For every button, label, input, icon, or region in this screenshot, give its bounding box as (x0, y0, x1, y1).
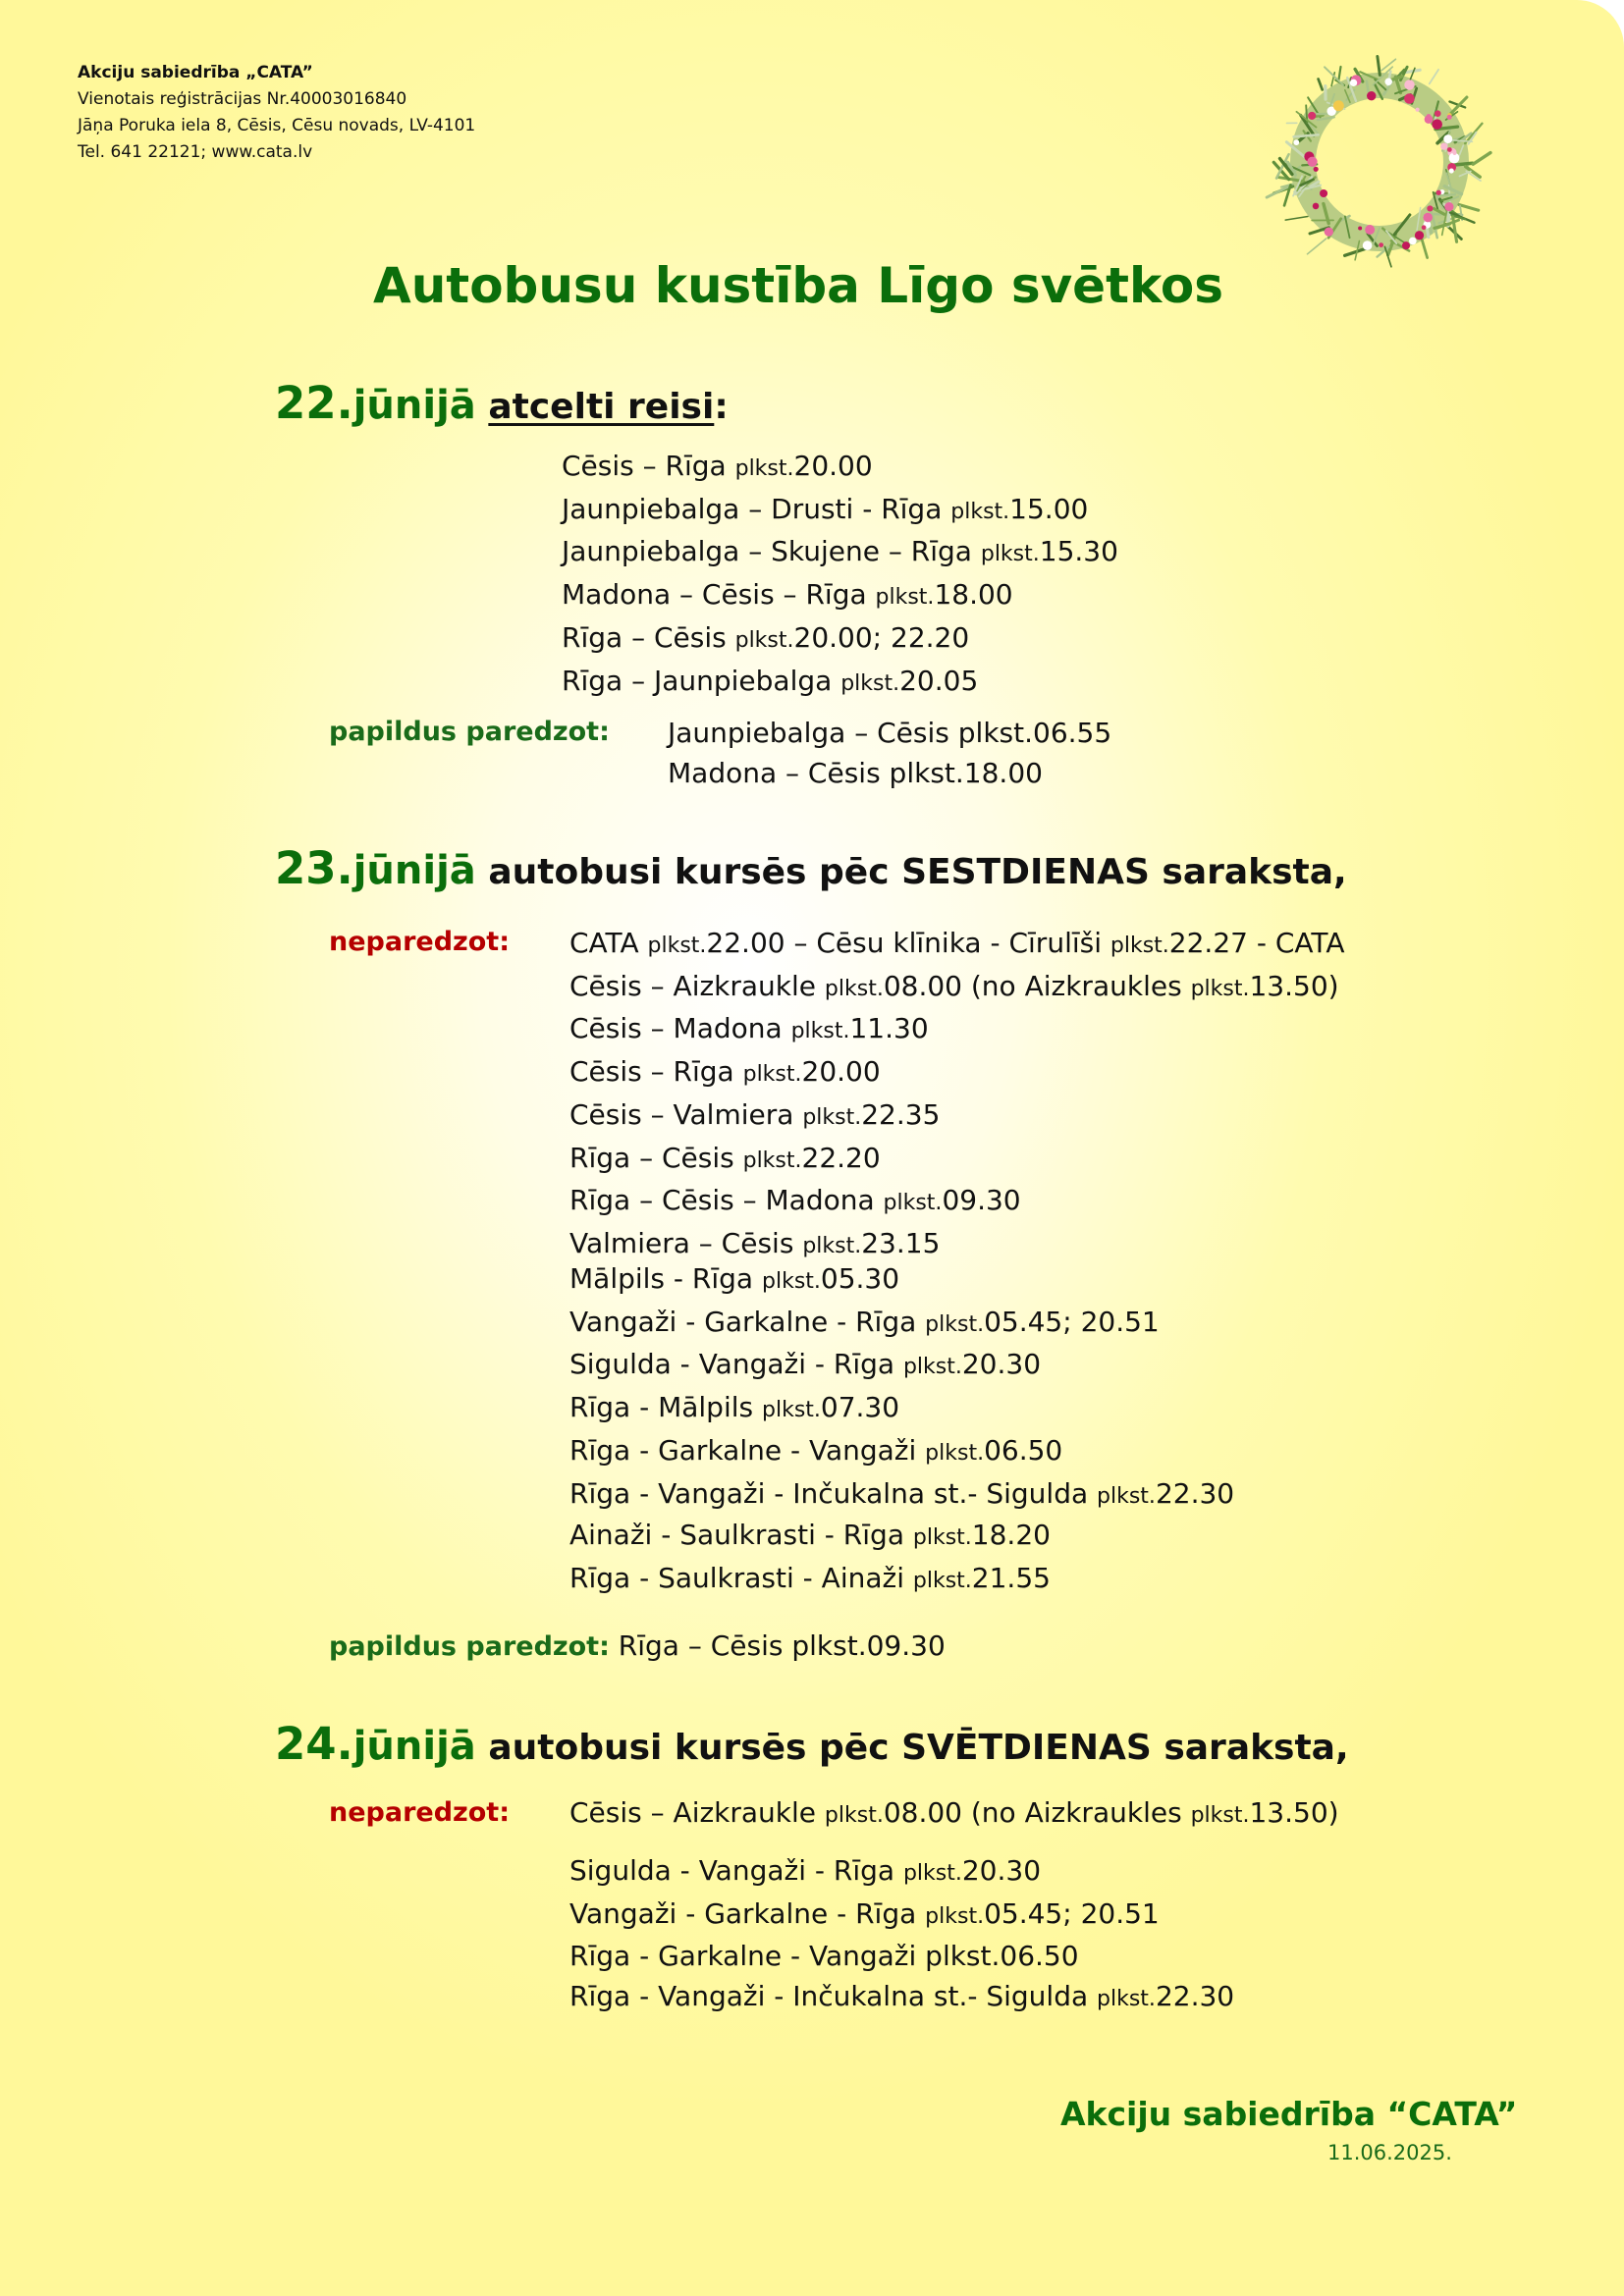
route-text: Jaunpiebalga – Drusti - Rīga (562, 492, 951, 525)
route-line (569, 1139, 1344, 1182)
plkst-label: plkst. (840, 670, 900, 696)
wreath-illustration (1252, 49, 1507, 275)
route-text: 20.00 (793, 450, 873, 482)
route-text: 13.50) (1249, 969, 1339, 1002)
plkst-label: plkst. (902, 1355, 962, 1380)
route-text: 22.30 (1155, 1476, 1235, 1510)
signature-name: Akciju sabiedrība “CATA” (1060, 2095, 1518, 2133)
route-line (668, 754, 1111, 794)
route-text: Rīga - Vangaži - Inčukalna st.- Sigulda (569, 1476, 1098, 1510)
company-reg: Vienotais reģistrācijas Nr.40003016840 (78, 89, 407, 109)
plkst-label: plkst. (912, 1568, 972, 1593)
extra-route-23: Rīga – Cēsis plkst.09.30 (609, 1629, 946, 1662)
route-line (569, 1559, 1051, 1602)
route-line (562, 662, 1118, 705)
plkst-label: plkst. (875, 585, 935, 611)
plkst-label: plkst. (762, 1269, 821, 1294)
page-title: Autobusu kustība Līgo svētkos (373, 257, 1224, 314)
heading-22-june (275, 377, 729, 429)
route-text: 08.00 (no Aizkraukles (883, 1796, 1191, 1829)
route-text: 22.00 – Cēsu klīnika - Cīrulīši (706, 927, 1110, 959)
plkst-label: plkst. (824, 1803, 884, 1828)
route-line (569, 1895, 1234, 1938)
plkst-label: plkst. (883, 1191, 943, 1216)
route-line (569, 1095, 1344, 1139)
heading-text: autobusi kursēs pēc SVĒTDIENAS saraksta, (475, 1728, 1349, 1768)
route-text: 15.30 (1039, 535, 1118, 568)
route-text: 22.20 (801, 1141, 881, 1174)
route-text: 15.00 (1009, 492, 1089, 525)
route-line (569, 1793, 1339, 1837)
plkst-label: plkst. (925, 1311, 985, 1337)
heading-24-june (275, 1718, 1349, 1770)
route-text: Rīga – Cēsis (569, 1141, 743, 1174)
route-line (569, 1431, 1234, 1474)
day-number: 24. (275, 1718, 353, 1770)
route-text: Jaunpiebalga – Cēsis plkst.06.55 (668, 717, 1112, 749)
route-text: Rīga - Saulkrasti - Ainaži (569, 1561, 913, 1594)
plkst-label: plkst. (925, 1440, 985, 1466)
route-text: 20.05 (899, 664, 979, 697)
route-text: 21.55 (971, 1561, 1051, 1594)
route-line (569, 1977, 1234, 2020)
plkst-label: plkst. (925, 1903, 985, 1929)
route-line (569, 1516, 1051, 1559)
route-text: 23.15 (861, 1226, 941, 1259)
not-running-label-23: neparedzot: (329, 927, 511, 957)
route-line (562, 575, 1118, 618)
route-text: 18.00 (934, 578, 1013, 612)
route-line (569, 1181, 1344, 1224)
route-text: Cēsis – Aizkraukle (569, 1796, 825, 1829)
route-line (562, 447, 1118, 490)
plkst-label: plkst. (762, 1398, 821, 1423)
route-text: Rīga - Mālpils (569, 1391, 762, 1424)
route-text: Madona – Cēsis – Rīga (562, 578, 876, 612)
plkst-label: plkst. (647, 934, 707, 958)
route-line (569, 1259, 1234, 1303)
route-line (562, 490, 1118, 533)
extra-label-23: papildus paredzot: (329, 1631, 610, 1662)
route-line (668, 714, 1111, 754)
heading-23-june (275, 842, 1347, 894)
route-text: 09.30 (942, 1184, 1021, 1217)
day-month: jūnijā (352, 383, 476, 428)
extra-23 (329, 1629, 946, 1662)
plkst-label: plkst. (802, 1233, 862, 1258)
route-text: 22.30 (1155, 1980, 1235, 2013)
route-text: Vangaži - Garkalne - Rīga (569, 1305, 926, 1338)
route-line (569, 1052, 1344, 1095)
plkst-label: plkst. (902, 1861, 962, 1886)
plkst-label: plkst. (742, 1148, 802, 1173)
route-line (569, 1303, 1234, 1346)
route-line (562, 618, 1118, 662)
company-header (78, 60, 475, 166)
route-line (569, 1937, 1234, 1977)
route-text: Rīga – Jaunpiebalga (562, 664, 841, 697)
route-text: Cēsis – Aizkraukle (569, 969, 825, 1002)
plkst-label: plkst. (950, 499, 1010, 524)
plkst-label: plkst. (802, 1104, 862, 1130)
route-text: 20.30 (961, 1348, 1042, 1381)
route-list-24-a (569, 1793, 1339, 1837)
route-text: Rīga – Cēsis (562, 620, 735, 654)
route-line (569, 1388, 1234, 1431)
route-text: 07.30 (820, 1391, 900, 1424)
route-list-23-b (569, 1259, 1234, 1517)
page-corner (1565, 0, 1624, 59)
route-text: Cēsis – Valmiera (569, 1097, 803, 1131)
company-address: Jāņa Poruka iela 8, Cēsis, Cēsu novads, LV-4101 (78, 116, 476, 135)
day-month: jūnijā (352, 848, 476, 893)
day-number: 23. (275, 842, 353, 894)
route-line (562, 532, 1118, 575)
route-text: 11.30 (849, 1012, 929, 1045)
heading-colon: : (714, 387, 729, 427)
route-line (569, 1851, 1234, 1895)
route-text: 05.30 (820, 1262, 900, 1295)
day-number: 22. (275, 377, 353, 429)
route-text: Valmiera – Cēsis (569, 1226, 803, 1259)
route-text: Rīga - Garkalne - Vangaži plkst.06.50 (569, 1940, 1079, 1973)
route-text: Rīga – Cēsis – Madona (569, 1184, 884, 1217)
route-text: Sigulda - Vangaži - Rīga (569, 1348, 903, 1381)
plkst-label: plkst. (912, 1525, 972, 1550)
route-line (569, 1345, 1234, 1388)
plkst-label: plkst. (734, 456, 794, 481)
plkst-label: plkst. (1097, 1483, 1156, 1509)
route-text: 13.50) (1249, 1796, 1339, 1829)
plkst-label: plkst. (790, 1019, 850, 1044)
route-text: Ainaži - Saulkrasti - Rīga (569, 1519, 913, 1551)
route-text: Vangaži - Garkalne - Rīga (569, 1896, 926, 1930)
route-text: 08.00 (no Aizkraukles (883, 969, 1191, 1002)
route-list-23-a (569, 924, 1344, 1267)
cancelled-heading: atcelti reisi (488, 387, 715, 427)
route-text: 05.45; 20.51 (984, 1896, 1160, 1930)
cancelled-list-22 (562, 447, 1118, 704)
route-line (569, 924, 1344, 967)
route-text: 18.20 (971, 1519, 1051, 1551)
route-list-23-c (569, 1516, 1051, 1601)
route-line (569, 967, 1344, 1010)
route-list-24-b (569, 1851, 1234, 2020)
route-text: 22.35 (861, 1097, 941, 1131)
route-text: Cēsis – Rīga (562, 450, 735, 482)
plkst-label: plkst. (734, 627, 794, 653)
route-text: 06.50 (984, 1433, 1063, 1467)
signature-date: 11.06.2025. (1327, 2141, 1452, 2164)
plkst-label: plkst. (824, 976, 884, 1001)
route-text: CATA (569, 927, 648, 959)
heading-text: autobusi kursēs pēc SESTDIENAS saraksta, (475, 852, 1347, 892)
route-text: Madona – Cēsis plkst.18.00 (668, 756, 1043, 789)
company-contact: Tel. 641 22121; www.cata.lv (78, 142, 313, 162)
route-text: Jaunpiebalga – Skujene – Rīga (562, 535, 981, 568)
plkst-label: plkst. (1097, 1987, 1156, 2012)
route-text: Cēsis – Rīga (569, 1055, 743, 1089)
not-running-label-24: neparedzot: (329, 1797, 511, 1828)
company-name: Akciju sabiedrība „CATA” (78, 63, 313, 82)
extra-list-22 (668, 714, 1111, 793)
route-text: Rīga - Vangaži - Inčukalna st.- Sigulda (569, 1980, 1098, 2013)
plkst-label: plkst. (1110, 934, 1169, 958)
route-text: Cēsis – Madona (569, 1012, 791, 1045)
route-text: Sigulda - Vangaži - Rīga (569, 1854, 903, 1887)
route-line (569, 1009, 1344, 1052)
route-text: Rīga - Garkalne - Vangaži (569, 1433, 926, 1467)
route-line (569, 1474, 1234, 1518)
route-text: Mālpils - Rīga (569, 1262, 762, 1295)
route-text: 22.27 - CATA (1168, 927, 1345, 959)
route-text: 20.00 (801, 1055, 881, 1089)
plkst-label: plkst. (1190, 976, 1250, 1001)
extra-label-22: papildus paredzot: (329, 717, 610, 747)
plkst-label: plkst. (1190, 1803, 1250, 1828)
day-month: jūnijā (352, 1724, 476, 1769)
route-text: 20.30 (961, 1854, 1042, 1887)
route-text: 05.45; 20.51 (984, 1305, 1160, 1338)
route-text: 20.00; 22.20 (793, 620, 970, 654)
plkst-label: plkst. (742, 1062, 802, 1088)
plkst-label: plkst. (980, 542, 1040, 567)
